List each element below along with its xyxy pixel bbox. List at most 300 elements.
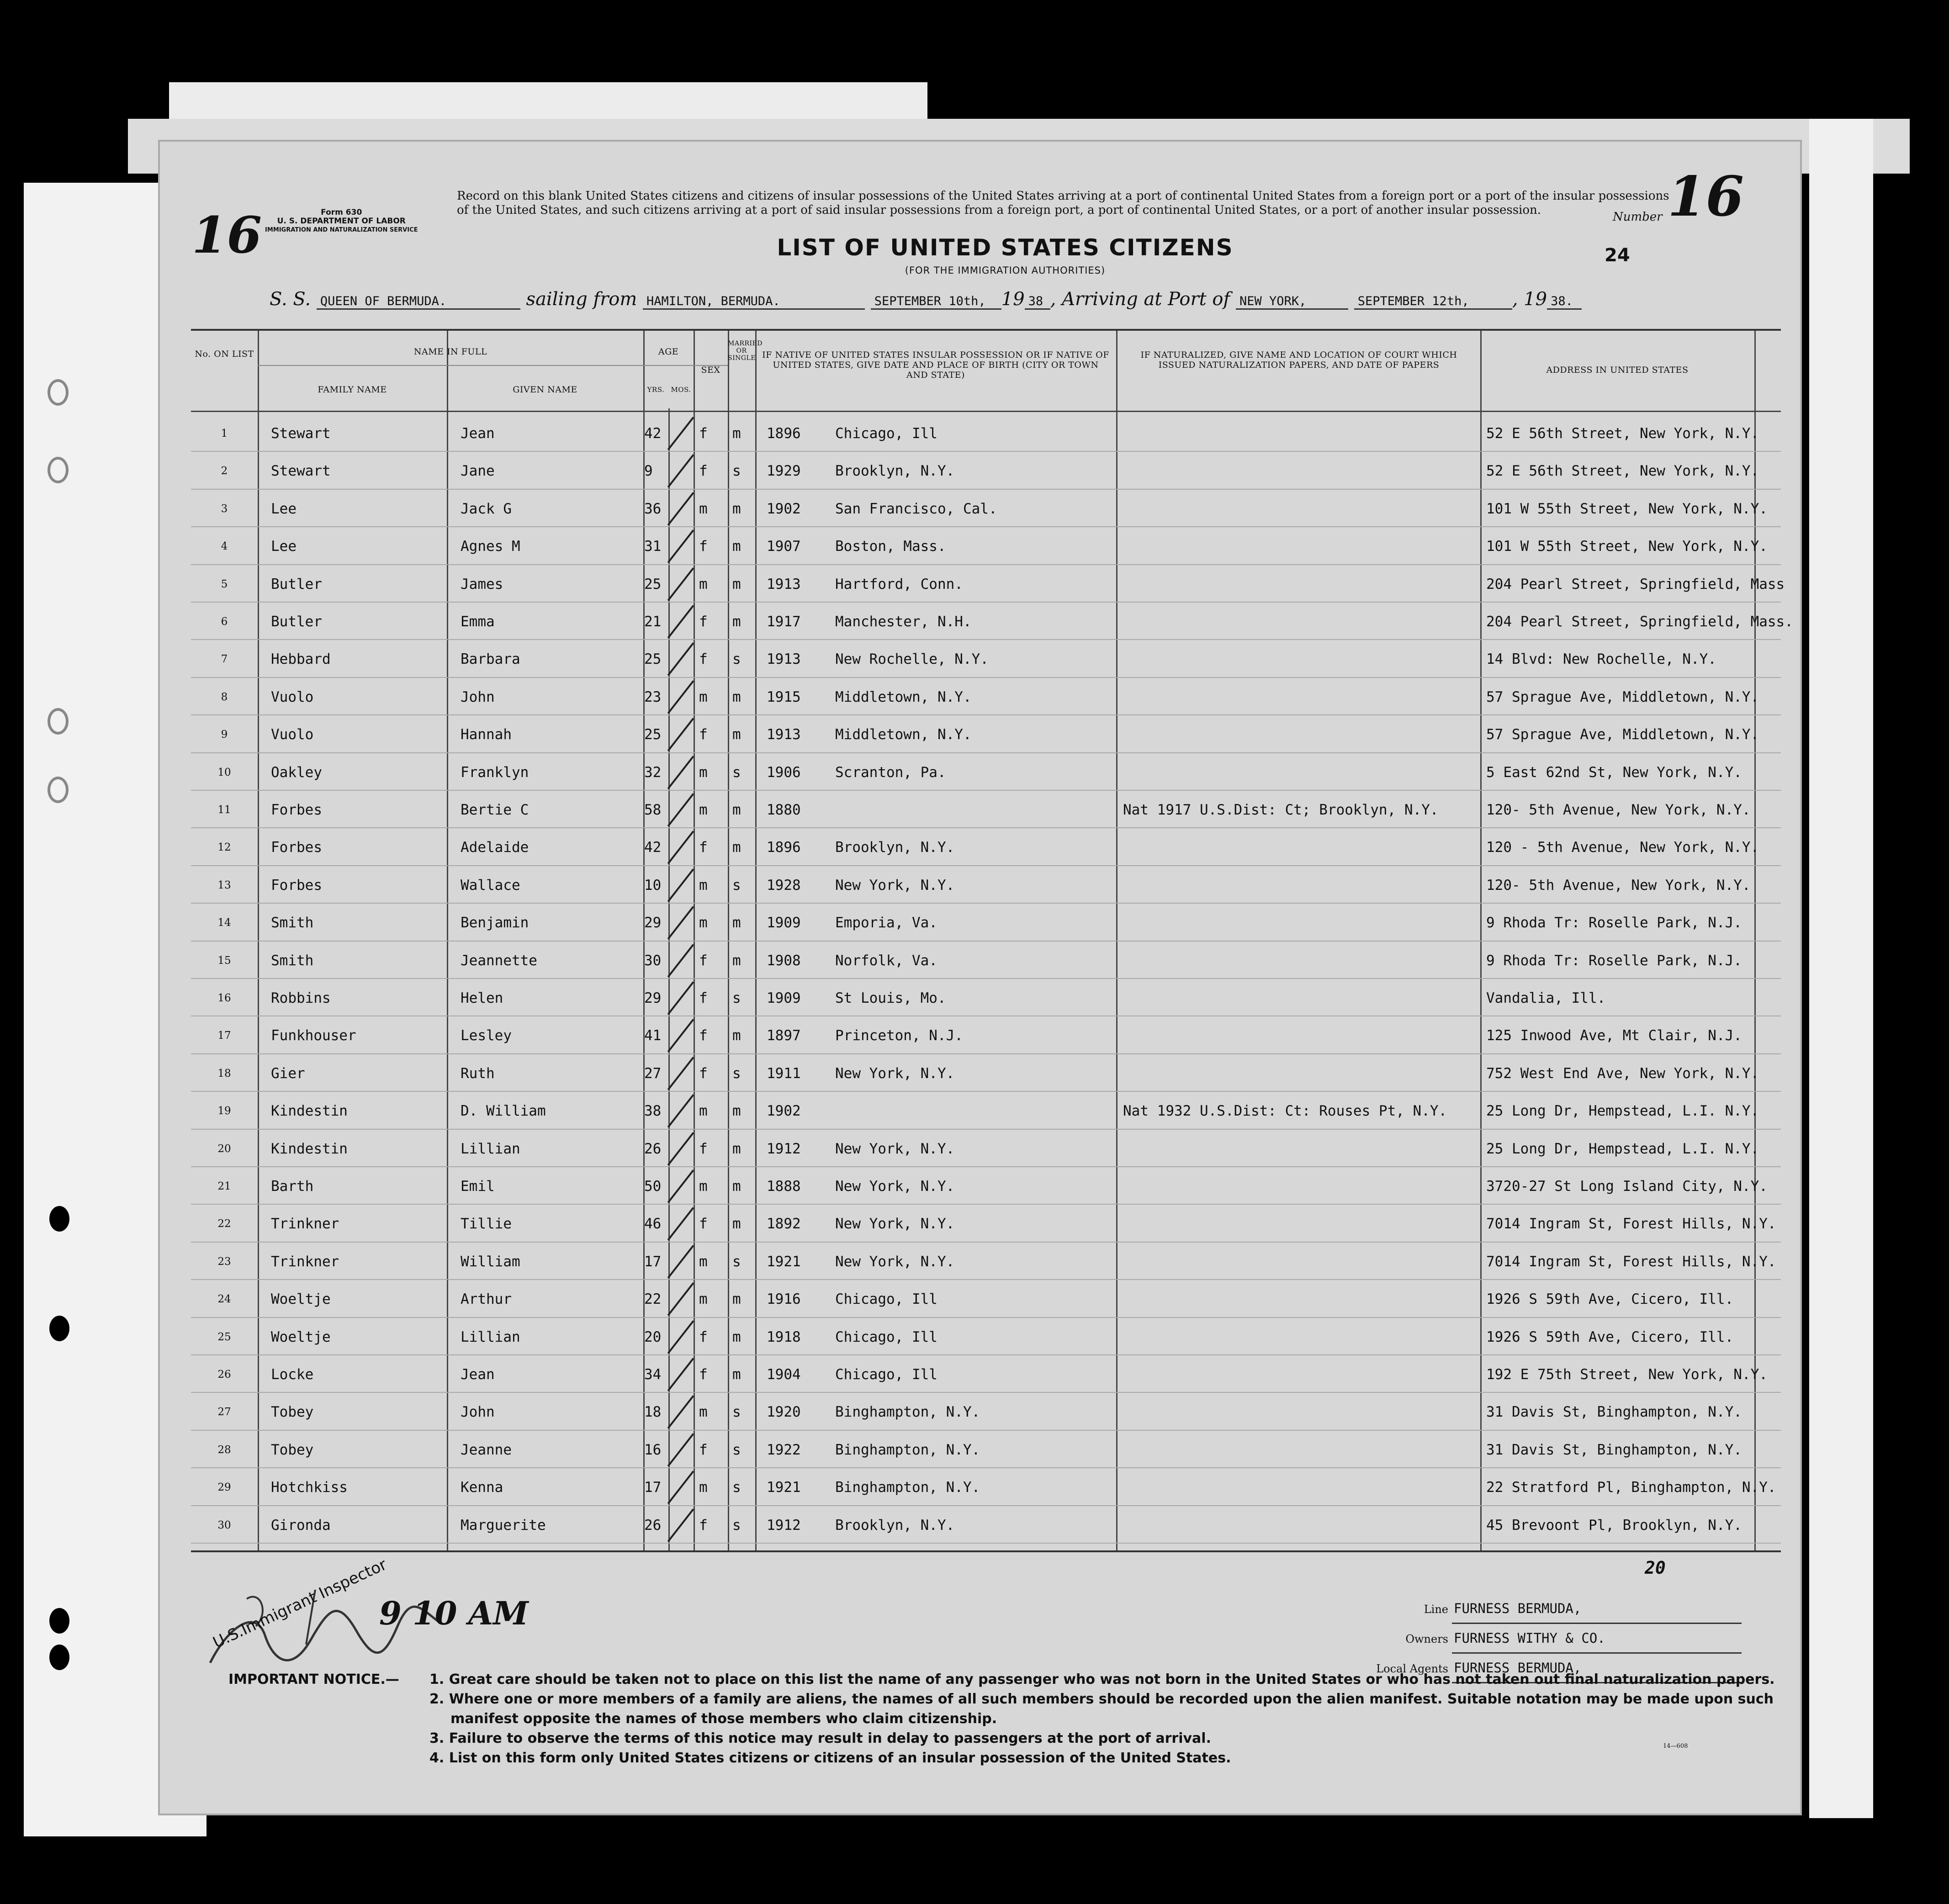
marital-status: m [732, 576, 741, 592]
marital-status: s [732, 1253, 741, 1270]
marital-status: m [732, 1103, 741, 1120]
sex: f [699, 1216, 708, 1232]
row-number: 9 [221, 729, 228, 741]
birth-place: St Louis, Mo. [835, 990, 946, 1006]
arriving-label: , Arriving at Port of [1050, 289, 1230, 310]
row-divider [191, 639, 1781, 640]
header-given-name: GIVEN NAME [513, 385, 577, 395]
birth-year: 1920 [767, 1404, 801, 1421]
family-name: Tobey [271, 1404, 314, 1421]
line-label: Line [1424, 1603, 1448, 1616]
birth-place: Middletown, N.Y. [835, 688, 972, 705]
sex: f [699, 1328, 708, 1345]
row-number: 10 [217, 766, 231, 778]
row-number: 25 [217, 1331, 231, 1343]
address: 120- 5th Avenue, New York, N.Y. [1486, 877, 1751, 894]
family-name: Stewart [271, 425, 331, 442]
row-number: 22 [217, 1218, 231, 1230]
row-divider [191, 1317, 1781, 1318]
check-mark [667, 529, 694, 563]
birth-place: San Francisco, Cal. [835, 500, 997, 517]
birth-place: New York, N.Y. [835, 1178, 955, 1195]
form-number: Form 630 [321, 208, 362, 217]
notice-item: 1. Great care should be taken not to place on this list the name of any passenger who was not born in the United States or who has not taken out final naturalization papers. [429, 1671, 1775, 1687]
address: 752 West End Ave, New York, N.Y. [1486, 1065, 1759, 1082]
sex: f [699, 1027, 708, 1044]
family-name: Barth [271, 1178, 314, 1195]
marital-status: s [732, 463, 741, 480]
citizens-list-form [160, 142, 1800, 1814]
inspector-title: U.S.Immigrant Inspector [210, 1555, 390, 1652]
birth-year: 1907 [767, 538, 801, 555]
age-years: 17 [644, 1479, 662, 1496]
given-name: Helen [461, 990, 503, 1006]
age-years: 32 [644, 764, 662, 781]
check-mark [667, 1207, 694, 1241]
family-name: Butler [271, 614, 322, 630]
family-name: Oakley [271, 764, 322, 781]
given-name: Lillian [461, 1140, 520, 1157]
address: 192 E 75th Street, New York, N.Y. [1486, 1366, 1768, 1383]
notice-heading: IMPORTANT NOTICE.— [228, 1671, 399, 1687]
sex: f [699, 614, 708, 630]
header-mos: MOS. [671, 386, 691, 394]
family-name: Hebbard [271, 651, 331, 668]
given-name: John [461, 1404, 495, 1421]
page-number: 24 [1605, 245, 1630, 266]
birth-year: 1921 [767, 1253, 801, 1270]
row-number: 18 [217, 1067, 231, 1079]
header-married-single: MARRIED OR SINGLE [728, 340, 763, 362]
marital-status: s [732, 1065, 741, 1082]
marital-status: m [732, 1328, 741, 1345]
sex: m [699, 500, 708, 517]
family-name: Lee [271, 500, 297, 517]
family-name: Butler [271, 576, 322, 592]
address: 7014 Ingram St, Forest Hills, N.Y. [1486, 1253, 1776, 1270]
address: 7014 Ingram St, Forest Hills, N.Y. [1486, 1216, 1776, 1232]
check-mark [667, 906, 694, 939]
address: 5 East 62nd St, New York, N.Y. [1486, 764, 1742, 781]
birth-place: Brooklyn, N.Y. [835, 463, 955, 480]
birth-year: 1909 [767, 915, 801, 931]
number-value: 16 [1668, 164, 1744, 229]
birth-place: Hartford, Conn. [835, 576, 963, 592]
row-divider [191, 1166, 1781, 1167]
birth-year: 1896 [767, 425, 801, 442]
marital-status: m [732, 1027, 741, 1044]
punch-hole [48, 457, 69, 483]
family-name: Forbes [271, 877, 322, 894]
row-number: 5 [221, 578, 228, 590]
arrival-time: 9 10 AM [379, 1594, 529, 1632]
row-number: 28 [217, 1444, 231, 1456]
agents-label: Local Agents [1376, 1662, 1448, 1675]
punch-hole [49, 1316, 69, 1341]
family-name: Hotchkiss [271, 1479, 348, 1496]
row-number: 14 [217, 917, 231, 929]
birth-place: Chicago, Ill [835, 1366, 937, 1383]
check-mark [667, 1508, 694, 1542]
sex: f [699, 1140, 708, 1157]
age-years: 42 [644, 839, 662, 856]
check-mark [667, 981, 694, 1015]
given-name: Marguerite [461, 1517, 546, 1534]
birth-place: Brooklyn, N.Y. [835, 1517, 955, 1534]
family-name: Lee [271, 538, 297, 555]
marital-status: m [732, 1366, 741, 1383]
birth-year: 1929 [767, 463, 801, 480]
birth-place: New York, N.Y. [835, 877, 955, 894]
punch-hole [49, 1645, 69, 1670]
marital-status: m [732, 802, 741, 818]
birth-year: 1912 [767, 1140, 801, 1157]
marital-status: m [732, 952, 741, 969]
given-name: Lillian [461, 1328, 520, 1345]
check-mark [667, 1169, 694, 1203]
age-years: 30 [644, 952, 662, 969]
background-sheet [1809, 119, 1873, 1818]
marital-status: m [732, 614, 741, 630]
arrival-year: 38. [1547, 294, 1582, 310]
row-number: 2 [221, 465, 228, 477]
header-no-on-list: No. ON LIST [195, 349, 254, 359]
corner-handwritten-number: 16 [192, 206, 262, 264]
row-divider [191, 1392, 1781, 1393]
sex: m [699, 688, 708, 705]
row-divider [191, 790, 1781, 791]
birth-year: 1911 [767, 1065, 801, 1082]
family-name: Smith [271, 952, 314, 969]
birth-year: 1902 [767, 1103, 801, 1120]
age-years: 20 [644, 1328, 662, 1345]
birth-year: 1892 [767, 1216, 801, 1232]
given-name: Jack G [461, 500, 512, 517]
family-name: Vuolo [271, 726, 314, 743]
age-years: 21 [644, 614, 662, 630]
marital-status: s [732, 990, 741, 1006]
page-subtitle: (FOR THE IMMIGRATION AUTHORITIES) [905, 265, 1106, 276]
row-number: 17 [217, 1030, 231, 1042]
birth-year: 1921 [767, 1479, 801, 1496]
birth-year: 1928 [767, 877, 801, 894]
given-name: Barbara [461, 651, 520, 668]
header-sex: SEX [701, 365, 720, 375]
family-name: Gironda [271, 1517, 331, 1534]
birth-place: Chicago, Ill [835, 425, 937, 442]
address: 204 Pearl Street, Springfield, Mass. [1486, 614, 1793, 630]
row-number: 1 [221, 428, 228, 439]
age-years: 41 [644, 1027, 662, 1044]
check-mark [667, 492, 694, 525]
birth-place: New Rochelle, N.Y. [835, 651, 989, 668]
row-divider [191, 1505, 1781, 1506]
row-number: 23 [217, 1255, 231, 1268]
arrival-year-prefix: , 19 [1512, 289, 1547, 310]
sex: m [699, 1291, 708, 1308]
page-title: LIST OF UNITED STATES CITIZENS [777, 234, 1234, 261]
given-name: Adelaide [461, 839, 529, 856]
line-value: FURNESS BERMUDA, [1452, 1594, 1742, 1624]
address: 3720-27 St Long Island City, N.Y. [1486, 1178, 1768, 1195]
address: 101 W 55th Street, New York, N.Y. [1486, 538, 1768, 555]
birth-year: 1913 [767, 651, 801, 668]
check-mark [667, 793, 694, 826]
departure-year-prefix: 19 [1001, 289, 1025, 310]
row-number: 19 [217, 1105, 231, 1117]
departure-port: HAMILTON, BERMUDA. [643, 294, 865, 310]
row-divider [191, 489, 1781, 490]
birth-year: 1880 [767, 802, 801, 818]
family-name: Trinkner [271, 1216, 339, 1232]
marital-status: s [732, 1441, 741, 1458]
birth-place: New York, N.Y. [835, 1216, 955, 1232]
address: 9 Rhoda Tr: Roselle Park, N.J. [1486, 952, 1742, 969]
notice-list [429, 1670, 1782, 1768]
record-instructions: Record on this blank United States citizens and citizens of insular possessions of the United States arriving at a port of continental United States from a foreign port or a port of the insular possessions of the United States, and such citizens arriving at a port of said insular possessions from a foreign port, a port of continental United States, or a port of another insular possession. [457, 189, 1669, 217]
row-divider [191, 1279, 1781, 1280]
header-address: ADDRESS IN UNITED STATES [1546, 365, 1689, 375]
age-years: 31 [644, 538, 662, 555]
birth-year: 1913 [767, 576, 801, 592]
birth-place: Binghampton, N.Y. [835, 1479, 980, 1496]
form-header-block [265, 208, 418, 234]
number-label: Number [1613, 210, 1663, 224]
punch-hole [48, 777, 69, 803]
given-name: Hannah [461, 726, 512, 743]
age-years: 9 [644, 463, 653, 480]
sex: f [699, 538, 708, 555]
row-number: 21 [217, 1180, 231, 1192]
marital-status: s [732, 651, 741, 668]
address: 31 Davis St, Binghampton, N.Y. [1486, 1441, 1742, 1458]
row-number: 15 [217, 954, 231, 967]
marital-status: s [732, 1479, 741, 1496]
age-years: 50 [644, 1178, 662, 1195]
arrival-port: NEW YORK, [1236, 294, 1348, 310]
header-yrs: YRS. [647, 386, 665, 394]
family-name: Forbes [271, 839, 322, 856]
row-divider [191, 827, 1781, 828]
age-years: 25 [644, 726, 662, 743]
birth-place: Norfolk, Va. [835, 952, 937, 969]
check-mark [667, 718, 694, 751]
check-mark [667, 1358, 694, 1391]
given-name: Lesley [461, 1027, 512, 1044]
family-name: Woeltje [271, 1328, 331, 1345]
sailing-label: sailing from [526, 289, 637, 310]
header-naturalized: IF NATURALIZED, GIVE NAME AND LOCATION OF COURT WHICH ISSUED NATURALIZATION PAPERS, AND DATE OF PAPERS [1140, 350, 1457, 370]
given-name: Emil [461, 1178, 495, 1195]
header-birth: IF NATIVE OF UNITED STATES INSULAR POSSESSION OR IF NATIVE OF UNITED STATES, GIVE DATE AND PLACE OF BIRTH (CITY OR TOWN AND STATE) [762, 350, 1109, 380]
address: 101 W 55th Street, New York, N.Y. [1486, 500, 1768, 517]
age-years: 34 [644, 1366, 662, 1383]
sex: f [699, 651, 708, 668]
birth-place: Binghampton, N.Y. [835, 1441, 980, 1458]
check-mark [667, 1057, 694, 1090]
sex: m [699, 1178, 708, 1195]
sex: f [699, 1366, 708, 1383]
sex: f [699, 425, 708, 442]
row-number: 8 [221, 691, 228, 703]
marital-status: m [732, 726, 741, 743]
given-name: Kenna [461, 1479, 503, 1496]
sex: m [699, 1253, 708, 1270]
check-mark [667, 868, 694, 902]
birth-year: 1897 [767, 1027, 801, 1044]
sex: f [699, 463, 708, 480]
birth-place: New York, N.Y. [835, 1253, 955, 1270]
row-divider [191, 1129, 1781, 1130]
given-name: James [461, 576, 503, 592]
punch-hole [49, 1608, 69, 1634]
birth-year: 1904 [767, 1366, 801, 1383]
punch-hole [48, 708, 69, 735]
row-number: 4 [221, 540, 228, 553]
family-name: Forbes [271, 802, 322, 818]
row-number: 27 [217, 1406, 231, 1418]
check-mark [667, 1245, 694, 1278]
row-divider [191, 903, 1781, 904]
row-divider [191, 1015, 1781, 1016]
given-name: Arthur [461, 1291, 512, 1308]
age-years: 42 [644, 425, 662, 442]
birth-year: 1917 [767, 614, 801, 630]
given-name: John [461, 688, 495, 705]
marital-status: s [732, 1517, 741, 1534]
owners-label: Owners [1405, 1633, 1448, 1645]
given-name: Ruth [461, 1065, 495, 1082]
age-years: 17 [644, 1253, 662, 1270]
row-number: 24 [217, 1293, 231, 1306]
row-divider [191, 978, 1781, 979]
row-number: 29 [217, 1481, 231, 1494]
birth-place: Emporia, Va. [835, 915, 937, 931]
age-years: 58 [644, 802, 662, 818]
sex: m [699, 877, 708, 894]
age-years: 29 [644, 915, 662, 931]
birth-year: 1896 [767, 839, 801, 856]
birth-year: 1906 [767, 764, 801, 781]
marital-status: m [732, 1178, 741, 1195]
family-name: Woeltje [271, 1291, 331, 1308]
row-divider [191, 451, 1781, 452]
age-years: 10 [644, 877, 662, 894]
marital-status: m [732, 688, 741, 705]
naturalization-info: Nat 1932 U.S.Dist: Ct: Rouses Pt, N.Y. [1123, 1103, 1447, 1120]
birth-year: 1922 [767, 1441, 801, 1458]
birth-place: Scranton, Pa. [835, 764, 946, 781]
row-divider [191, 677, 1781, 678]
birth-year: 1916 [767, 1291, 801, 1308]
check-mark [667, 1019, 694, 1052]
given-name: Emma [461, 614, 495, 630]
address: 31 Davis St, Binghampton, N.Y. [1486, 1404, 1742, 1421]
row-divider [191, 1053, 1781, 1054]
marital-status: m [732, 1216, 741, 1232]
marital-status: m [732, 500, 741, 517]
given-name: Wallace [461, 877, 520, 894]
given-name: Jean [461, 425, 495, 442]
departure-year: 38 [1025, 294, 1050, 310]
family-name: Tobey [271, 1441, 314, 1458]
address: Vandalia, Ill. [1486, 990, 1606, 1006]
row-number: 7 [221, 653, 228, 666]
row-divider [191, 1091, 1781, 1092]
row-divider [191, 1354, 1781, 1355]
row-divider [191, 526, 1781, 527]
check-mark [667, 567, 694, 601]
birth-place: New York, N.Y. [835, 1065, 955, 1082]
check-mark [667, 1396, 694, 1429]
age-years: 23 [644, 688, 662, 705]
department-name: U. S. DEPARTMENT OF LABOR [277, 217, 406, 226]
sex: m [699, 1479, 708, 1496]
passenger-table [191, 329, 1793, 1552]
age-years: 46 [644, 1216, 662, 1232]
age-years: 26 [644, 1517, 662, 1534]
birth-place: New York, N.Y. [835, 1140, 955, 1157]
birth-place: Manchester, N.H. [835, 614, 972, 630]
row-divider [191, 1543, 1781, 1544]
check-mark [667, 1320, 694, 1354]
print-code: 14—608 [1663, 1743, 1688, 1750]
birth-year: 1902 [767, 500, 801, 517]
header-name-in-full: NAME IN FULL [413, 347, 487, 357]
age-years: 27 [644, 1065, 662, 1082]
family-name: Smith [271, 915, 314, 931]
address: 52 E 56th Street, New York, N.Y. [1486, 463, 1759, 480]
age-years: 25 [644, 651, 662, 668]
row-divider [191, 714, 1781, 715]
address: 52 E 56th Street, New York, N.Y. [1486, 425, 1759, 442]
row-number: 6 [221, 616, 228, 628]
voyage-line [270, 289, 1869, 316]
check-mark [667, 455, 694, 488]
given-name: Agnes M [461, 538, 520, 555]
address: 45 Brevoont Pl, Brooklyn, N.Y. [1486, 1517, 1742, 1534]
check-mark [667, 417, 694, 450]
family-name: Stewart [271, 463, 331, 480]
age-years: 22 [644, 1291, 662, 1308]
check-mark [667, 1470, 694, 1504]
marital-status: s [732, 877, 741, 894]
check-mark [667, 643, 694, 676]
row-number: 11 [217, 804, 231, 816]
ss-label: S. S. [270, 289, 311, 310]
address: 125 Inwood Ave, Mt Clair, N.J. [1486, 1027, 1742, 1044]
row-number: 26 [217, 1369, 231, 1380]
given-name: Jeannette [461, 952, 537, 969]
marital-status: m [732, 839, 741, 856]
birth-year: 1888 [767, 1178, 801, 1195]
age-years: 26 [644, 1140, 662, 1157]
address: 204 Pearl Street, Springfield, Mass [1486, 576, 1785, 592]
check-mark [667, 831, 694, 864]
marital-status: s [732, 764, 741, 781]
age-years: 38 [644, 1103, 662, 1120]
sex: m [699, 764, 708, 781]
birth-year: 1912 [767, 1517, 801, 1534]
check-mark [667, 680, 694, 714]
given-name: Benjamin [461, 915, 529, 931]
check-mark [667, 944, 694, 977]
check-mark [667, 1094, 694, 1127]
birth-place: Chicago, Ill [835, 1291, 937, 1308]
given-name: D. William [461, 1103, 546, 1120]
family-name: Trinkner [271, 1253, 339, 1270]
given-name: Jane [461, 463, 495, 480]
